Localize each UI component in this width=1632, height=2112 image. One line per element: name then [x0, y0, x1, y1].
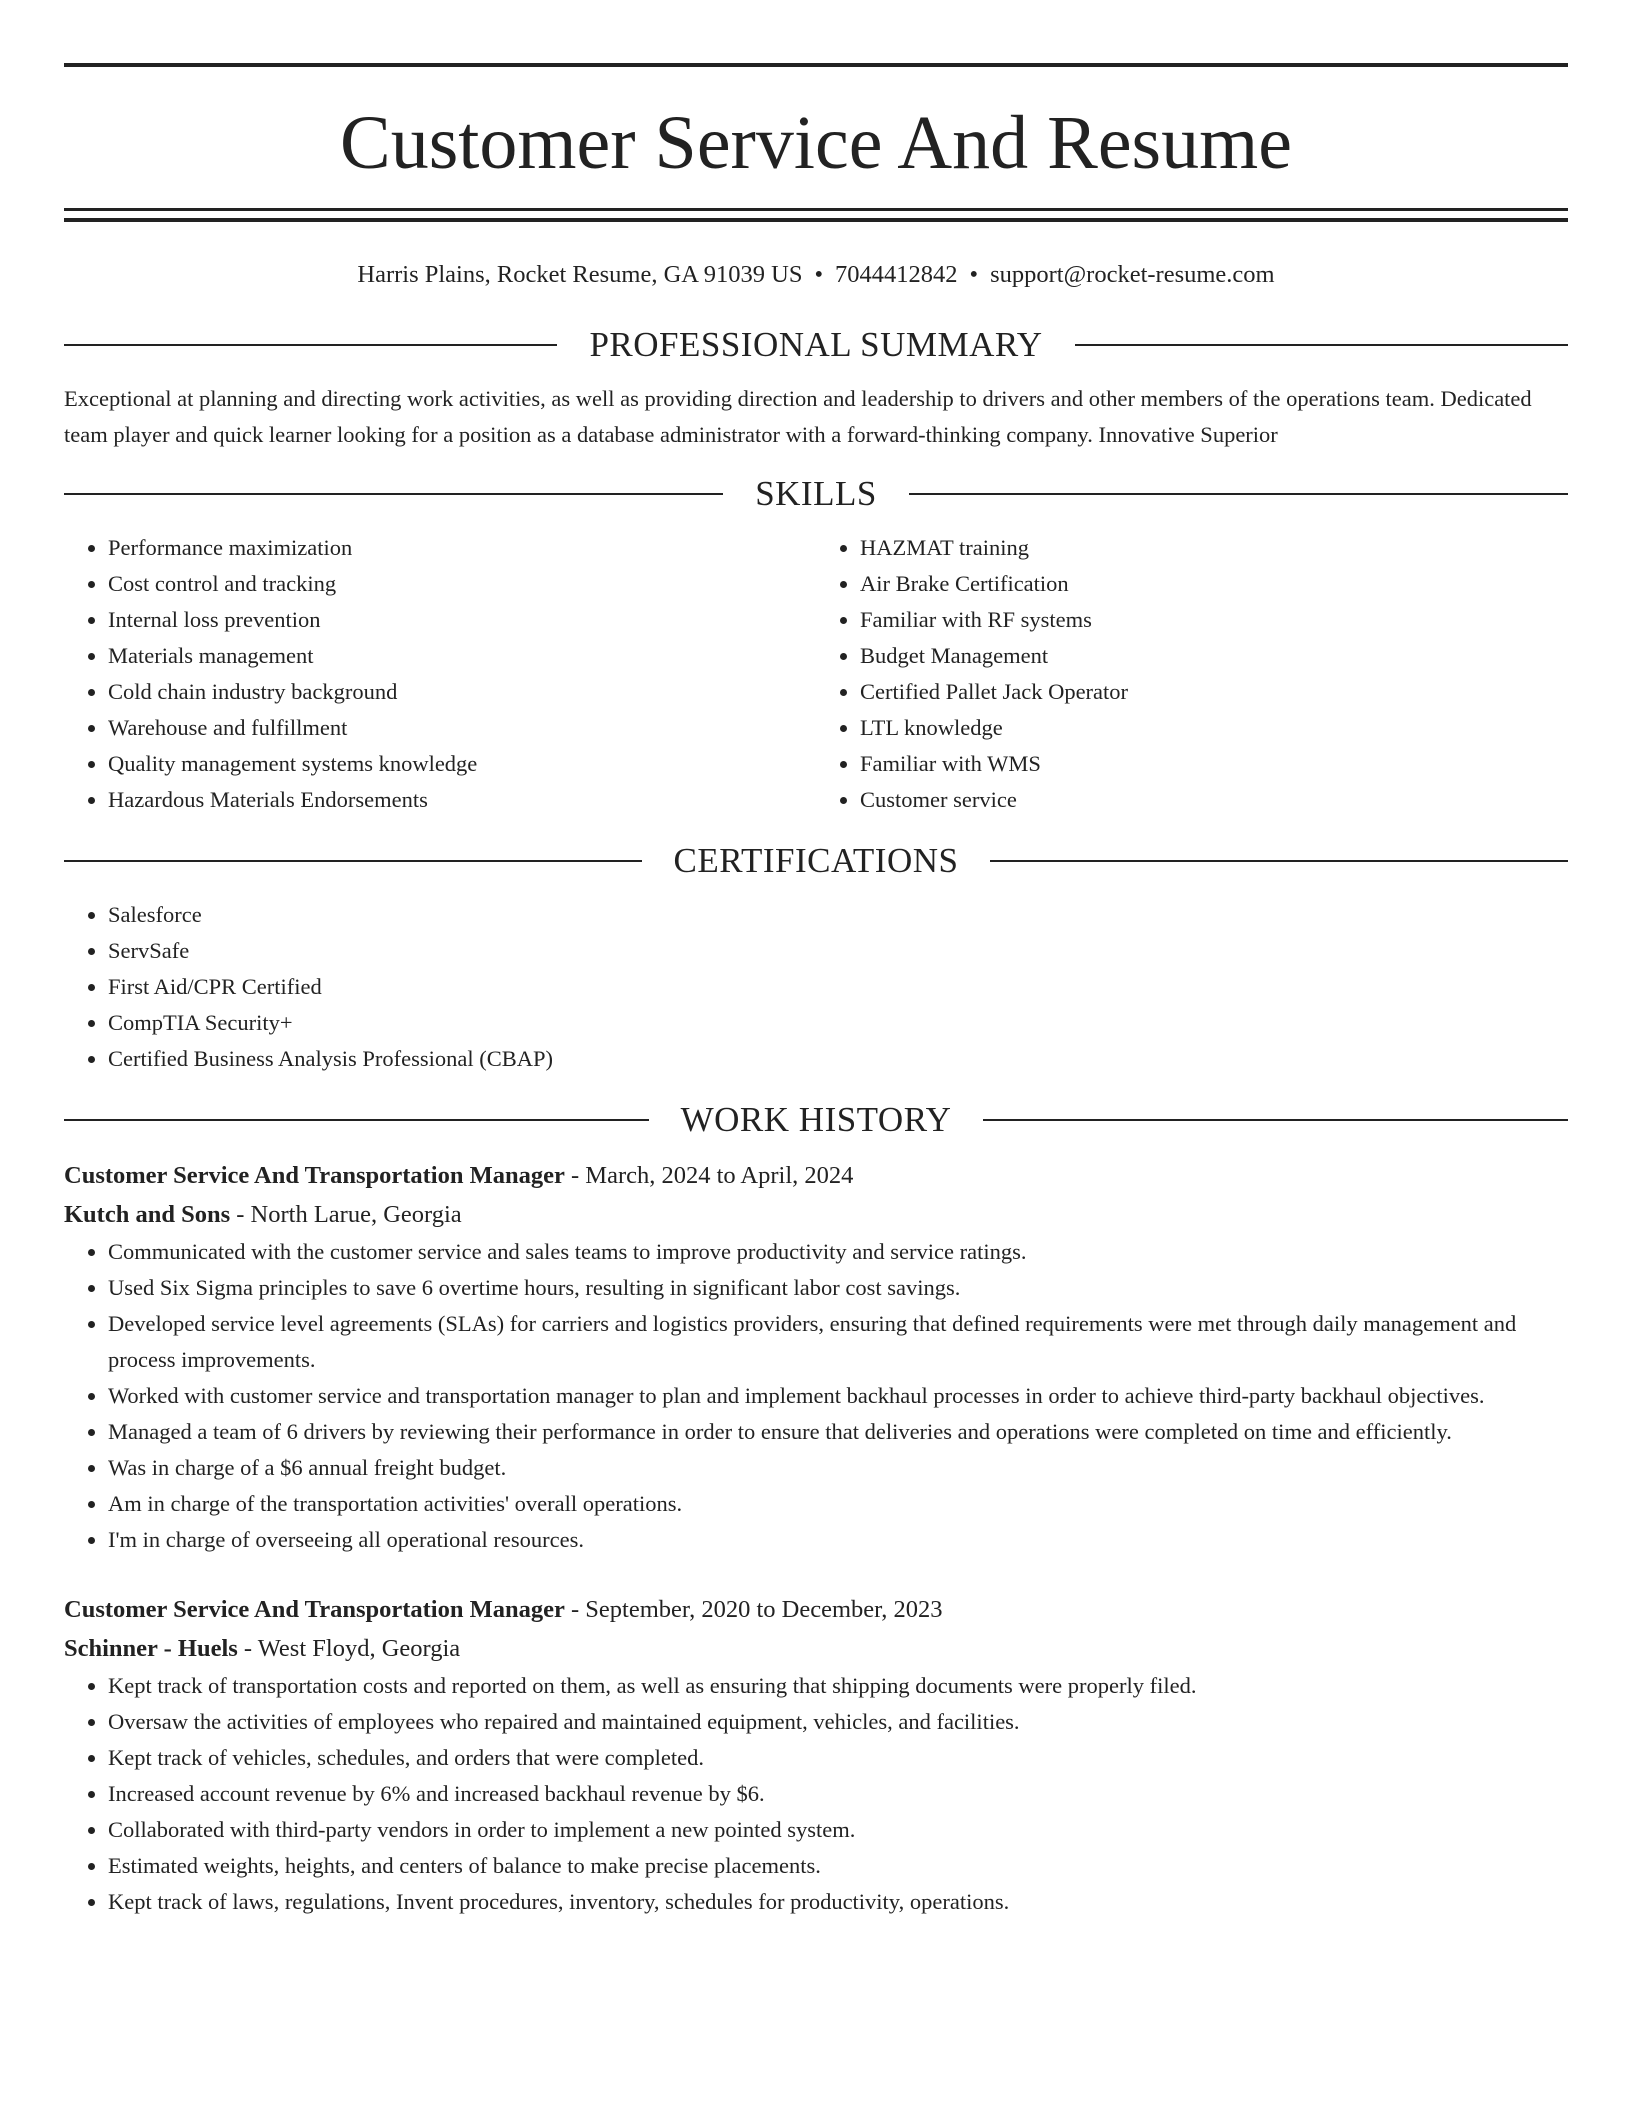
- certification-item: • First Aid/CPR Certified: [108, 969, 1568, 1005]
- job-bullets: [64, 1234, 1568, 1558]
- job-dates: - March, 2024 to April, 2024: [564, 1162, 854, 1189]
- certifications-list: [64, 897, 1568, 1077]
- job-bullet: • Collaborated with third-party vendors in order to implement a new pointed system.: [108, 1812, 1568, 1848]
- job-bullet: • I'm in charge of overseeing all operational resources.: [108, 1522, 1568, 1558]
- skills-list-left: [64, 530, 816, 818]
- job-bullet: • Worked with customer service and transportation manager to plan and implement backhaul processes in order to achieve third-party backhaul objectives.: [108, 1378, 1568, 1414]
- skill-item: • Cost control and tracking: [108, 566, 816, 602]
- skill-item: • Hazardous Materials Endorsements: [108, 782, 816, 818]
- job-title: Customer Service And Transportation Manager: [64, 1596, 565, 1623]
- job-company-line: [64, 1629, 1568, 1668]
- skill-item: • Budget Management: [860, 638, 1568, 674]
- job-company: Schinner - Huels: [64, 1635, 238, 1662]
- resume-title: Customer Service And Resume: [340, 101, 1292, 185]
- certification-item: • ServSafe: [108, 933, 1568, 969]
- skill-item: • Warehouse and fulfillment: [108, 710, 816, 746]
- skill-item: • Familiar with WMS: [860, 746, 1568, 782]
- job-bullet: • Used Six Sigma principles to save 6 overtime hours, resulting in significant labor cost savings.: [108, 1270, 1568, 1306]
- job-bullet: • Am in charge of the transportation activities' overall operations.: [108, 1486, 1568, 1522]
- section-title: SKILLS: [755, 474, 877, 513]
- contact-email: support@rocket-resume.com: [990, 261, 1275, 288]
- section-title: PROFESSIONAL SUMMARY: [589, 325, 1043, 364]
- skill-item: • Cold chain industry background: [108, 674, 816, 710]
- skill-item: • Familiar with RF systems: [860, 602, 1568, 638]
- skill-item: • Quality management systems knowledge: [108, 746, 816, 782]
- job-bullet: • Estimated weights, heights, and centers of balance to make precise placements.: [108, 1848, 1568, 1884]
- summary-text: Exceptional at planning and directing work activities, as well as providing direction and leadership to drivers and other members of the operations team. Dedicated team player and quick learner looking for a position as a database administrator with a forward-thinking company. Innovative Superior: [64, 386, 1532, 447]
- contact-phone: 7044412842: [835, 261, 958, 288]
- contact-address: Harris Plains, Rocket Resume, GA 91039 US: [357, 261, 803, 288]
- certification-item: • CompTIA Security+: [108, 1005, 1568, 1041]
- job-bullet: • Oversaw the activities of employees who repaired and maintained equipment, vehicles, and facilities.: [108, 1704, 1568, 1740]
- skill-item: • Internal loss prevention: [108, 602, 816, 638]
- skill-item: • LTL knowledge: [860, 710, 1568, 746]
- job-title: Customer Service And Transportation Manager: [64, 1162, 565, 1189]
- job-bullets: [64, 1668, 1568, 1920]
- skill-item: • Certified Pallet Jack Operator: [860, 674, 1568, 710]
- job-dates: - September, 2020 to December, 2023: [564, 1596, 943, 1623]
- certifications-heading: [64, 841, 1568, 881]
- job-company: Kutch and Sons: [64, 1201, 231, 1228]
- skills-columns: [64, 530, 1568, 818]
- job-entry: [64, 1156, 1568, 1558]
- job-bullet: • Kept track of laws, regulations, Invent procedures, inventory, schedules for productivity, operations.: [108, 1884, 1568, 1920]
- skills-heading: [64, 474, 1568, 514]
- contact-separator: •: [969, 261, 979, 288]
- work-history-heading: [64, 1100, 1568, 1140]
- section-title: CERTIFICATIONS: [673, 841, 959, 880]
- certification-item: • Salesforce: [108, 897, 1568, 933]
- job-title-line: [64, 1156, 1568, 1195]
- resume-page: [64, 0, 1568, 1920]
- skill-item: • Customer service: [860, 782, 1568, 818]
- top-rule: [64, 63, 1568, 67]
- title-double-rule: [64, 208, 1568, 222]
- section-title: WORK HISTORY: [680, 1100, 952, 1139]
- job-bullet: • Developed service level agreements (SLAs) for carriers and logistics providers, ensuring that defined requirements were met through daily management and process improvements.: [108, 1306, 1568, 1378]
- job-location: - West Floyd, Georgia: [237, 1635, 461, 1662]
- summary-heading: [64, 325, 1568, 365]
- job-bullet: • Was in charge of a $6 annual freight budget.: [108, 1450, 1568, 1486]
- contact-line: [64, 260, 1568, 290]
- job-location: - North Larue, Georgia: [230, 1201, 462, 1228]
- job-title-line: [64, 1590, 1568, 1629]
- job-bullet: • Kept track of vehicles, schedules, and orders that were completed.: [108, 1740, 1568, 1776]
- skills-list-right: [816, 530, 1568, 818]
- skill-item: • Air Brake Certification: [860, 566, 1568, 602]
- contact-separator: •: [814, 261, 824, 288]
- skill-item: • Materials management: [108, 638, 816, 674]
- job-company-line: [64, 1195, 1568, 1234]
- skill-item: • HAZMAT training: [860, 530, 1568, 566]
- certification-item: • Certified Business Analysis Professional (CBAP): [108, 1041, 1568, 1077]
- job-entry: [64, 1590, 1568, 1920]
- job-bullet: • Managed a team of 6 drivers by reviewing their performance in order to ensure that deliveries and operations were completed on time and efficiently.: [108, 1414, 1568, 1450]
- job-bullet: • Kept track of transportation costs and reported on them, as well as ensuring that shipping documents were properly filed.: [108, 1668, 1568, 1704]
- skill-item: • Performance maximization: [108, 530, 816, 566]
- job-bullet: • Communicated with the customer service and sales teams to improve productivity and service ratings.: [108, 1234, 1568, 1270]
- job-bullet: • Increased account revenue by 6% and increased backhaul revenue by $6.: [108, 1776, 1568, 1812]
